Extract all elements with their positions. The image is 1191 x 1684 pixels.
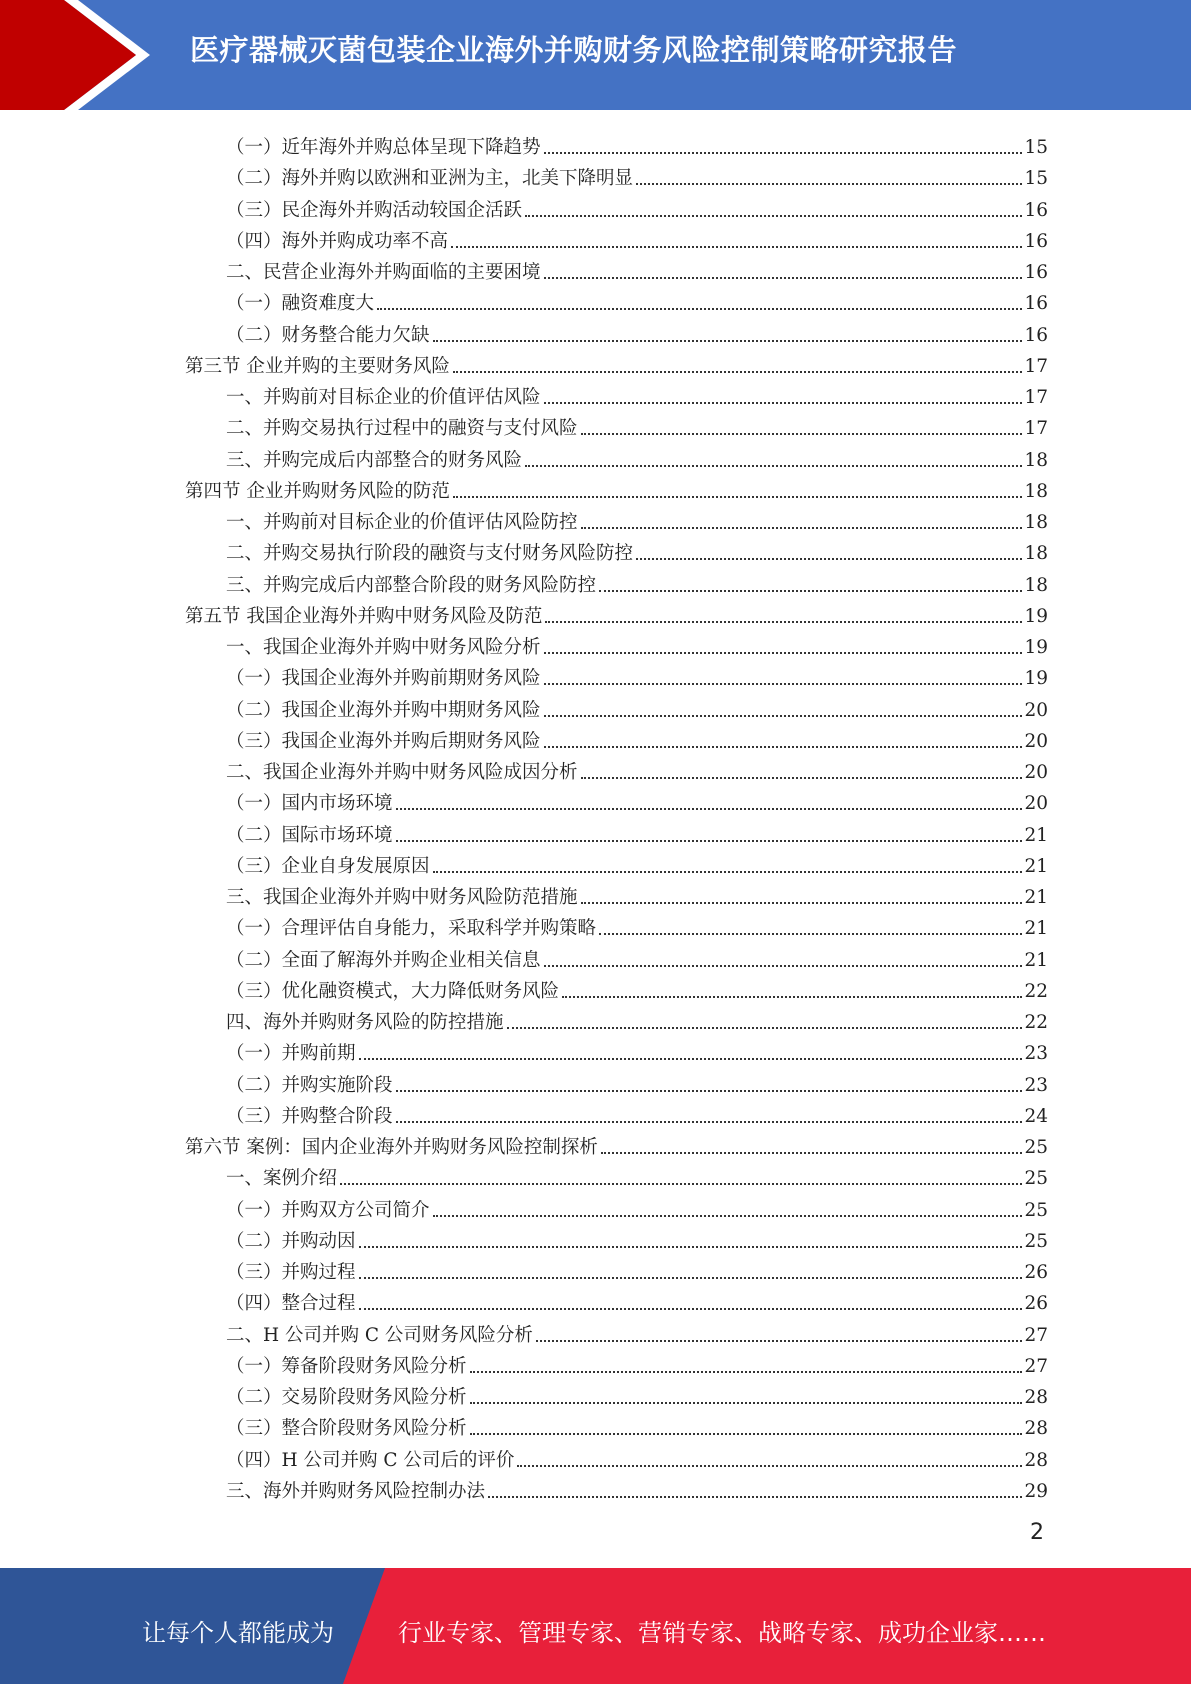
toc-entry-page: 16	[1024, 293, 1048, 315]
toc-entry-title: 二、H 公司并购 C 公司财务风险分析	[226, 1324, 533, 1346]
toc-dot-leader	[340, 1183, 1022, 1185]
toc-entry-page: 20	[1024, 730, 1048, 752]
toc-entry-title: 第五节 我国企业海外并购中财务风险及防范	[185, 605, 543, 627]
toc-dot-leader	[517, 1465, 1022, 1467]
toc-dot-leader	[359, 1246, 1023, 1248]
toc-dot-leader	[581, 527, 1023, 529]
toc-entry-page: 27	[1024, 1355, 1048, 1377]
toc-entry-title: （一）合理评估自身能力，采取科学并购策略	[226, 918, 597, 940]
toc-entry-page: 26	[1024, 1293, 1048, 1315]
toc-entry-title: （一）筹备阶段财务风险分析	[226, 1355, 467, 1377]
toc-entry[interactable]	[226, 1409, 1048, 1440]
toc-entry-title: （三）并购整合阶段	[226, 1105, 393, 1127]
toc-entry[interactable]	[226, 441, 1048, 472]
toc-dot-leader	[581, 902, 1023, 904]
toc-entry[interactable]	[226, 691, 1048, 722]
toc-entry-title: 一、案例介绍	[226, 1168, 338, 1190]
toc-entry[interactable]	[226, 159, 1048, 190]
toc-dot-leader	[396, 840, 1023, 842]
toc-entry[interactable]	[226, 128, 1048, 159]
footer-slogan-right: 行业专家、管理专家、营销专家、战略专家、成功企业家……	[398, 1619, 1046, 1647]
toc-entry-title: （四）海外并购成功率不高	[226, 230, 449, 252]
toc-entry[interactable]	[226, 1066, 1048, 1097]
toc-dot-leader	[544, 277, 1023, 279]
toc-entry-title: 二、民营企业海外并购面临的主要困境	[226, 262, 541, 283]
toc-entry-page: 17	[1024, 418, 1048, 440]
toc-dot-leader	[451, 246, 1022, 248]
toc-entry-title: （二）交易阶段财务风险分析	[226, 1387, 467, 1408]
toc-entry-page: 15	[1024, 168, 1048, 190]
toc-dot-leader	[601, 1152, 1023, 1154]
toc-dot-leader	[453, 496, 1023, 498]
toc-entry-title: 三、我国企业海外并购中财务风险防范措施	[226, 887, 578, 908]
toc-entry-page: 19	[1024, 637, 1048, 658]
toc-entry-page: 16	[1024, 230, 1048, 252]
toc-entry-page: 20	[1024, 699, 1048, 721]
toc-entry-page: 20	[1024, 793, 1048, 815]
toc-entry-page: 27	[1024, 1324, 1048, 1346]
toc-dot-leader	[544, 402, 1023, 404]
toc-entry-title: （一）近年海外并购总体呈现下降趋势	[226, 137, 541, 158]
toc-entry-title: （二）国际市场环境	[226, 824, 393, 846]
toc-entry[interactable]	[226, 972, 1048, 1003]
toc-dot-leader	[377, 308, 1022, 310]
toc-entry-title: （四）整合过程	[226, 1293, 356, 1315]
toc-entry[interactable]	[226, 1347, 1048, 1378]
toc-dot-leader	[636, 558, 1022, 560]
report-title: 医疗器械灭菌包装企业海外并购财务风险控制策略研究报告	[190, 33, 958, 67]
toc-dot-leader	[525, 465, 1022, 467]
toc-dot-leader	[507, 1027, 1023, 1029]
toc-entry-page: 28	[1024, 1449, 1048, 1471]
toc-entry-title: （三）企业自身发展原因	[226, 855, 430, 877]
toc-dot-leader	[453, 371, 1023, 373]
toc-entry-title: 第四节 企业并购财务风险的防范	[185, 480, 450, 502]
toc-entry-title: （三）整合阶段财务风险分析	[226, 1418, 467, 1440]
toc-entry[interactable]	[226, 1222, 1048, 1253]
toc-dot-leader	[470, 1402, 1023, 1404]
footer-banner	[0, 1568, 1191, 1684]
toc-entry-page: 18	[1024, 449, 1048, 471]
toc-entry-page: 17	[1024, 387, 1048, 408]
toc-entry-page: 16	[1024, 199, 1048, 221]
toc-dot-leader	[536, 1340, 1023, 1342]
toc-dot-leader	[545, 621, 1022, 623]
toc-entry-page: 15	[1024, 137, 1048, 158]
toc-entry[interactable]	[226, 1316, 1048, 1347]
toc-entry-page: 18	[1024, 480, 1048, 502]
page-number: 2	[1030, 1520, 1044, 1545]
toc-entry[interactable]	[226, 1441, 1048, 1472]
toc-entry[interactable]	[226, 1472, 1048, 1503]
toc-entry-title: 二、并购交易执行过程中的融资与支付风险	[226, 418, 578, 440]
toc-dot-leader	[562, 996, 1022, 998]
toc-entry-page: 25	[1024, 1168, 1048, 1190]
toc-entry-page: 28	[1024, 1387, 1048, 1408]
toc-dot-leader	[396, 1090, 1023, 1092]
toc-entry-page: 22	[1024, 1012, 1048, 1033]
toc-entry-page: 26	[1024, 1262, 1048, 1283]
toc-dot-leader	[359, 1058, 1023, 1060]
toc-dot-leader	[359, 1277, 1023, 1279]
toc-entry[interactable]	[226, 534, 1048, 565]
toc-dot-leader	[544, 715, 1023, 717]
toc-entry[interactable]	[226, 1159, 1048, 1190]
toc-dot-leader	[544, 965, 1023, 967]
toc-entry-title: （一）并购双方公司简介	[226, 1199, 430, 1221]
toc-entry-title: 一、并购前对目标企业的价值评估风险防控	[226, 512, 578, 533]
toc-entry-page: 18	[1024, 512, 1048, 533]
toc-entry-title: 一、我国企业海外并购中财务风险分析	[226, 637, 541, 658]
toc-entry-page: 25	[1024, 1230, 1048, 1252]
toc-dot-leader	[433, 1215, 1023, 1217]
toc-entry-title: （三）并购过程	[226, 1262, 356, 1283]
toc-entry[interactable]	[226, 316, 1048, 347]
toc-entry-title: 第六节 案例：国内企业海外并购财务风险控制探析	[185, 1137, 598, 1158]
toc-entry-title: （一）我国企业海外并购前期财务风险	[226, 668, 541, 690]
toc-entry-page: 16	[1024, 324, 1048, 346]
toc-entry[interactable]	[226, 253, 1048, 284]
toc-dot-leader	[636, 183, 1022, 185]
toc-entry-page: 20	[1024, 762, 1048, 783]
toc-entry-page: 29	[1024, 1480, 1048, 1502]
toc-entry-page: 25	[1024, 1199, 1048, 1221]
toc-entry[interactable]	[226, 784, 1048, 815]
toc-entry-page: 21	[1024, 918, 1048, 940]
toc-entry[interactable]	[226, 909, 1048, 940]
toc-entry-page: 24	[1024, 1105, 1048, 1127]
toc-dot-leader	[470, 1371, 1023, 1373]
toc-entry-title: （二）并购动因	[226, 1230, 356, 1252]
toc-entry-title: 一、并购前对目标企业的价值评估风险	[226, 387, 541, 408]
toc-entry-page: 16	[1024, 262, 1048, 283]
toc-dot-leader	[599, 590, 1022, 592]
toc-entry[interactable]	[226, 191, 1048, 222]
toc-entry[interactable]	[226, 878, 1048, 909]
toc-entry-page: 21	[1024, 887, 1048, 908]
toc-entry-page: 21	[1024, 949, 1048, 971]
toc-entry[interactable]	[226, 1378, 1048, 1409]
toc-entry-title: （三）民企海外并购活动较国企活跃	[226, 199, 523, 221]
toc-dot-leader	[544, 683, 1023, 685]
toc-entry-page: 23	[1024, 1043, 1048, 1065]
toc-entry[interactable]	[226, 222, 1048, 253]
toc-entry[interactable]	[185, 1128, 1048, 1159]
toc-entry-title: （三）优化融资模式，大力降低财务风险	[226, 980, 560, 1002]
toc-dot-leader	[544, 152, 1023, 154]
header-banner	[0, 0, 1191, 110]
toc-dot-leader	[581, 433, 1023, 435]
toc-entry-title: 二、并购交易执行阶段的融资与支付财务风险防控	[226, 543, 634, 565]
toc-entry[interactable]	[226, 378, 1048, 409]
toc-entry-title: 三、并购完成后内部整合阶段的财务风险防控	[226, 574, 597, 596]
toc-entry-title: 四、海外并购财务风险的防控措施	[226, 1012, 504, 1033]
toc-entry-title: （一）国内市场环境	[226, 793, 393, 815]
toc-dot-leader	[433, 871, 1023, 873]
toc-entry[interactable]	[226, 1003, 1048, 1034]
toc-dot-leader	[359, 1308, 1023, 1310]
toc-entry-page: 28	[1024, 1418, 1048, 1440]
toc-entry-page: 19	[1024, 605, 1048, 627]
toc-entry-page: 21	[1024, 855, 1048, 877]
toc-dot-leader	[488, 1496, 1022, 1498]
toc-entry[interactable]	[185, 597, 1048, 628]
toc-dot-leader	[544, 652, 1023, 654]
toc-entry-title: （一）融资难度大	[226, 293, 375, 315]
toc-entry-title: 三、海外并购财务风险控制办法	[226, 1480, 486, 1502]
toc-dot-leader	[433, 340, 1023, 342]
toc-entry-page: 18	[1024, 574, 1048, 596]
toc-entry-page: 23	[1024, 1074, 1048, 1096]
toc-entry[interactable]	[226, 1097, 1048, 1128]
toc-entry[interactable]	[226, 628, 1048, 659]
toc-entry-title: 二、我国企业海外并购中财务风险成因分析	[226, 762, 578, 783]
toc-entry-title: 第三节 企业并购的主要财务风险	[185, 355, 450, 377]
toc-entry[interactable]	[226, 566, 1048, 597]
toc-entry[interactable]	[185, 472, 1048, 503]
toc-entry[interactable]	[226, 409, 1048, 440]
toc-dot-leader	[396, 808, 1023, 810]
toc-dot-leader	[581, 777, 1023, 779]
toc-entry[interactable]	[226, 1034, 1048, 1065]
toc-entry[interactable]	[226, 659, 1048, 690]
toc-entry-page: 21	[1024, 824, 1048, 846]
toc-entry[interactable]	[226, 284, 1048, 315]
toc-dot-leader	[544, 746, 1023, 748]
toc-entry-page: 19	[1024, 668, 1048, 690]
toc-entry[interactable]	[226, 1253, 1048, 1284]
footer-slogan-left: 让每个人都能成为	[142, 1619, 334, 1647]
toc-entry-title: 三、并购完成后内部整合的财务风险	[226, 449, 523, 471]
toc-entry-title: （二）我国企业海外并购中期财务风险	[226, 699, 541, 721]
toc-entry-title: （一）并购前期	[226, 1043, 356, 1065]
toc-entry-title: （三）我国企业海外并购后期财务风险	[226, 730, 541, 752]
toc-entry[interactable]	[226, 1284, 1048, 1315]
toc-entry-page: 25	[1024, 1137, 1048, 1158]
toc-entry[interactable]	[226, 753, 1048, 784]
toc-dot-leader	[396, 1121, 1023, 1123]
toc-dot-leader	[525, 215, 1022, 217]
toc-entry-page: 18	[1024, 543, 1048, 565]
toc-entry-title: （四）H 公司并购 C 公司后的评价	[226, 1449, 515, 1471]
toc-entry[interactable]	[226, 847, 1048, 878]
toc-entry[interactable]	[185, 347, 1048, 378]
toc-entry-page: 17	[1024, 355, 1048, 377]
toc-entry[interactable]	[226, 941, 1048, 972]
toc-entry[interactable]	[226, 1191, 1048, 1222]
toc-entry-title: （二）海外并购以欧洲和亚洲为主，北美下降明显	[226, 168, 634, 190]
toc-entry[interactable]	[226, 816, 1048, 847]
toc-entry-title: （二）财务整合能力欠缺	[226, 324, 430, 346]
toc-entry-title: （二）并购实施阶段	[226, 1074, 393, 1096]
toc-entry[interactable]	[226, 722, 1048, 753]
toc-dot-leader	[599, 933, 1022, 935]
toc-dot-leader	[470, 1433, 1023, 1435]
toc-entry-page: 22	[1024, 980, 1048, 1002]
toc-entry[interactable]	[226, 503, 1048, 534]
toc-entry-title: （二）全面了解海外并购企业相关信息	[226, 949, 541, 971]
